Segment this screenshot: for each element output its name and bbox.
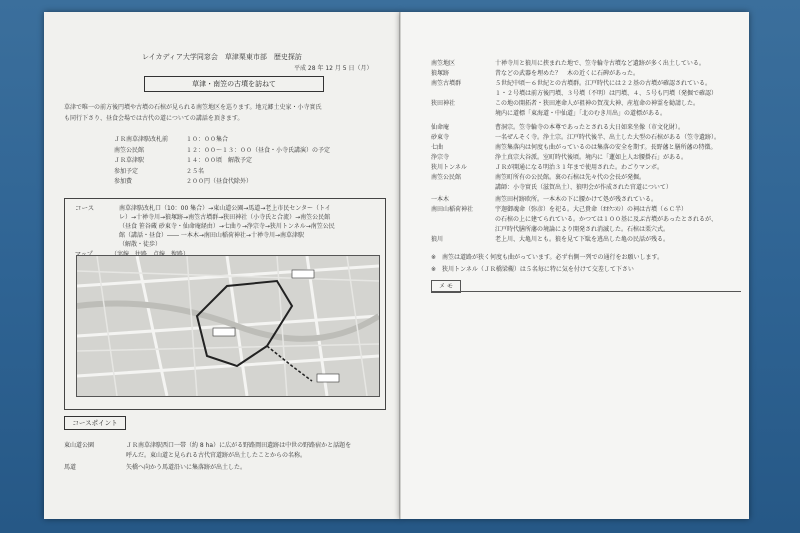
memo-label: メ モ	[431, 280, 461, 293]
site-row: 南笠古墳群 ５世紀中頃～６世紀との古墳群。江戸時代には２２基の古墳が確認されている。	[431, 80, 712, 87]
site-row: 砂東寺 一名ぜんそく寺。浄土宗。江戸時代後半、出土した大型の石棺がある（笠寺遺跡）。	[431, 134, 721, 141]
site-row: 江戸時代膳所藩の境論により開発され消滅した。石棺は栗穴式。	[495, 226, 670, 233]
course-line: 館（講話・昼食）―― 一本木→南田山稲荷神社→十禅寺川→南草津駅	[119, 232, 304, 239]
caution-note: ※ 狭川トンネル（ＪＲ橋梁槻）は５名毎に特に気を付けて交差して下さい	[431, 266, 634, 273]
schedule-row: ＪＲ南草津駅改札前 １０：００集合	[114, 136, 229, 143]
point-text: ＪＲ南草津駅西口一帯（約 8 ha）に広がる野路岡田遺跡は中世の野路宿かと話題を	[126, 442, 352, 449]
site-row: の石棺の上に建てられている。かつては１００基に及ぶ古墳があったとされるが、	[495, 216, 717, 223]
site-row: 七曲 南笠集落内は何度も曲がっているのは集落の安全を期す。長野藩と膳所藩の特徴。	[431, 144, 717, 151]
course-line: レ）→十禅寺川→狼塚跡→南笠古墳群→狭田神社（小寺氏と合流）→南笠公民館	[119, 214, 331, 221]
point-text: 矢橋へ向かう馬道沿いに集落跡が出土した。	[126, 464, 247, 471]
site-row: 狼川 老上川、大亀川とも。狼を見て下駄を逃出した亀の民話が残る。	[431, 236, 670, 243]
route-map	[76, 255, 380, 397]
point-text: 呼んだ。東山道と見られる古代官道跡が出土したことからの名称。	[126, 452, 307, 459]
site-row: 狭田神社 この地の開拓者・狭田連命人が祖神の賀茂大神、産埴命の神霊を勧請した。	[431, 100, 700, 107]
intro-line-1: 草津で唯一の前方後円墳や古墳の石棺が見られる南笠地区を巡ります。地元郷土史家・小寺實氏	[64, 104, 322, 111]
course-line: （解散・徒歩）	[119, 241, 162, 248]
site-row: 南田山稲荷神社 宇迦御魂命（弥彦）を祀る。大己貴命（ｵｵｸﾆﾇｼ）の祠は古墳（６Ｃ半）	[431, 206, 688, 213]
course-line: 南草津駅改札口（10：00 集合）→東山道公園→馬道→老上市民センター（トイ	[119, 205, 331, 212]
site-row: 狼塚跡 昔などの武器を埋めた？ 木の近くに石碑があった。	[431, 70, 639, 77]
site-row: 浄宗寺 浄土真宗大谷派。室町時代後頃。境内に「蓮如上人お腰掛石」がある。	[431, 154, 688, 161]
point-label: 馬道	[64, 464, 77, 471]
site-row: 南笠地区 十禅寺川と狼川に挟まれた地で、笠寺輪寺古墳など遺跡が多く出土している。	[431, 60, 705, 67]
site-row: 南笠公民館 南笠町所有の公民館。裏の石棺は先々代の会長が発掘。	[431, 174, 646, 181]
schedule-row: 南笠公民館 １２：００～１３：００（昼食・小寺氏講演）の予定	[114, 146, 331, 154]
site-row: 講師：小寺實氏（滋賀出土）、狼明会が作成された官道について）	[495, 184, 672, 191]
route-map-graphic	[77, 256, 379, 396]
site-row: 仙命庵 曹洞宗。笠寺輪寺の本尊であったとされる大日如来坐像（市文化財）。	[431, 124, 684, 131]
memo-divider	[431, 291, 741, 292]
site-row: 狭川トンネル ＪＲが開通になる明治３１年まで使用された。わごりマンボ。	[431, 164, 664, 171]
schedule-row: 参加費 ２００円（昼食代除外）	[114, 178, 253, 185]
schedule-row: ＪＲ草津駅 １４：００頃 解散予定	[114, 157, 253, 164]
left-page	[44, 12, 400, 519]
intro-line-2: も同行下さり、昼食会場では古代の道についての講話を頂きます。	[64, 115, 244, 122]
caution-note: ※ 南笠は道路が狭く何度も曲がっています。必ず右側一列での通行をお願いします。	[431, 254, 664, 261]
point-label: 東山道公園	[64, 442, 95, 449]
event-title-banner: 草津・南笠の古墳を訪ねて	[144, 76, 324, 92]
course-points-heading: コースポイント	[64, 416, 126, 430]
site-row: １・２号墳は前方後円墳、３号墳（不明）は円墳、４、５号も円墳（発掘で確認）	[495, 90, 718, 97]
course-line: （昼食 笹谷蔵 砂東寺・仙命庵経由）→七曲り→浄宗寺→狭川トンネル→南笠公民	[119, 223, 335, 230]
event-date: 平成 28 年 12 月 5 日（月）	[294, 65, 373, 72]
schedule-list	[114, 134, 330, 187]
site-row: 境内に道標「東海道・中仙道」「北のむき川出」の道標がある。	[495, 110, 667, 117]
right-page	[400, 12, 749, 519]
course-heading: コース	[75, 204, 95, 212]
organizer-title: レイカディア大学同窓会 草津栗東市部 歴史探訪	[142, 53, 302, 61]
schedule-row: 参加予定 ２５名	[114, 167, 205, 175]
site-row: 一本木 南笠田村跡欧所。一本木の下に腰かけて処が残されている。	[431, 196, 658, 203]
course-section	[64, 198, 386, 410]
